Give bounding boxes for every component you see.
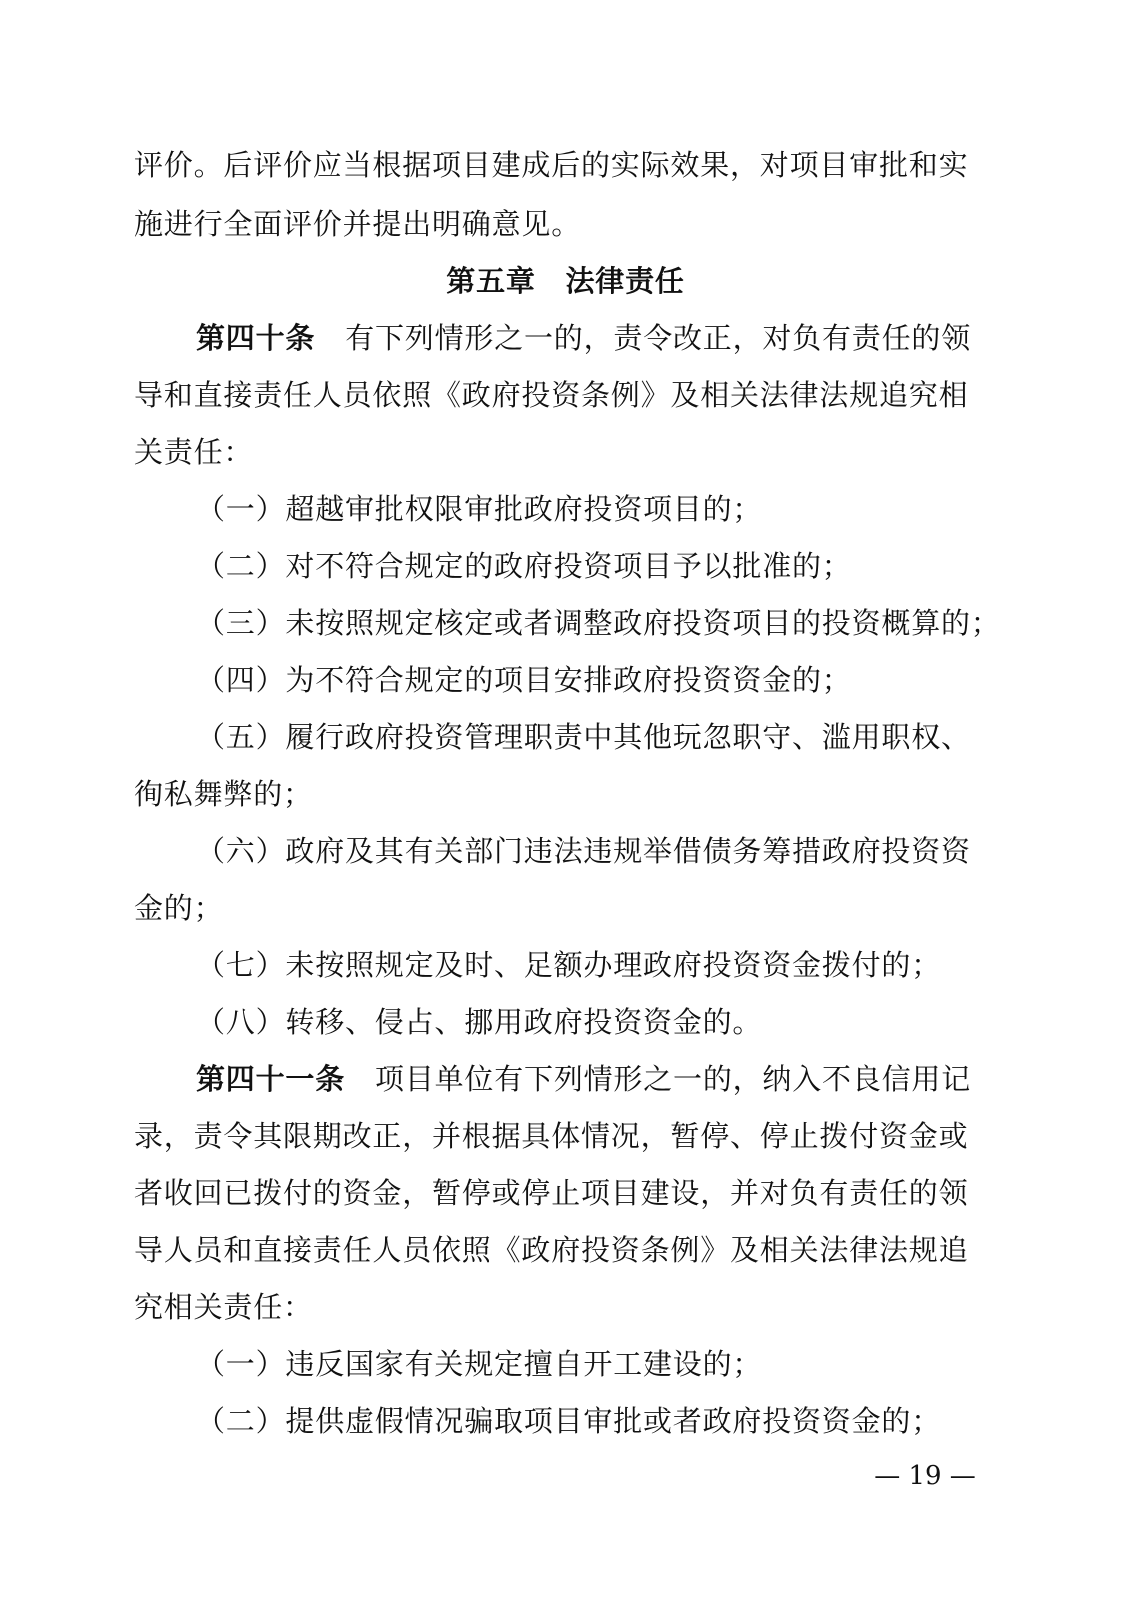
article-41-label: 第四十一条: [196, 1062, 346, 1096]
paragraph-line: 施进行全面评价并提出明确意见。: [134, 207, 582, 241]
list-item: （七）未按照规定及时、足额办理政府投资资金拨付的；: [196, 948, 942, 982]
list-item: （一）违反国家有关规定擅自开工建设的；: [196, 1347, 763, 1381]
list-item-continuation: 金的；: [134, 891, 224, 925]
page-number: — 19 —: [874, 1461, 976, 1491]
article-41-text: 项目单位有下列情形之一的，纳入不良信用记: [375, 1062, 972, 1096]
list-item: （六）政府及其有关部门违法违规举借债务筹措政府投资资: [196, 834, 971, 868]
article-40-text: 有下列情形之一的，责令改正，对负有责任的领: [345, 321, 972, 355]
paragraph-line: 究相关责任：: [134, 1290, 313, 1324]
article-40-label: 第四十条: [196, 321, 316, 355]
paragraph-line: 导人员和直接责任人员依照《政府投资条例》及相关法律法规追: [134, 1233, 969, 1267]
paragraph-line: 关责任：: [134, 435, 254, 469]
paragraph-line: 录，责令其限期改正，并根据具体情况，暂停、停止拨付资金或: [134, 1119, 969, 1153]
article-41-first-line: [196, 1054, 1041, 1104]
list-item: （三）未按照规定核定或者调整政府投资项目的投资概算的；: [196, 606, 1001, 640]
article-40-first-line: [196, 313, 1041, 363]
paragraph-line: 者收回已拨付的资金，暂停或停止项目建设，并对负有责任的领: [134, 1176, 969, 1210]
chapter-heading: 第五章 法律责任: [446, 264, 685, 298]
list-item: （八）转移、侵占、挪用政府投资资金的。: [196, 1005, 763, 1039]
list-item: （一）超越审批权限审批政府投资项目的；: [196, 492, 763, 526]
list-item: （四）为不符合规定的项目安排政府投资资金的；: [196, 663, 852, 697]
list-item: （二）提供虚假情况骗取项目审批或者政府投资资金的；: [196, 1404, 942, 1438]
list-item-continuation: 徇私舞弊的；: [134, 777, 313, 811]
list-item: （二）对不符合规定的政府投资项目予以批准的；: [196, 549, 852, 583]
paragraph-line: 评价。后评价应当根据项目建成后的实际效果，对项目审批和实: [134, 148, 969, 182]
paragraph-line: 导和直接责任人员依照《政府投资条例》及相关法律法规追究相: [134, 378, 969, 412]
list-item: （五）履行政府投资管理职责中其他玩忽职守、滥用职权、: [196, 720, 971, 754]
